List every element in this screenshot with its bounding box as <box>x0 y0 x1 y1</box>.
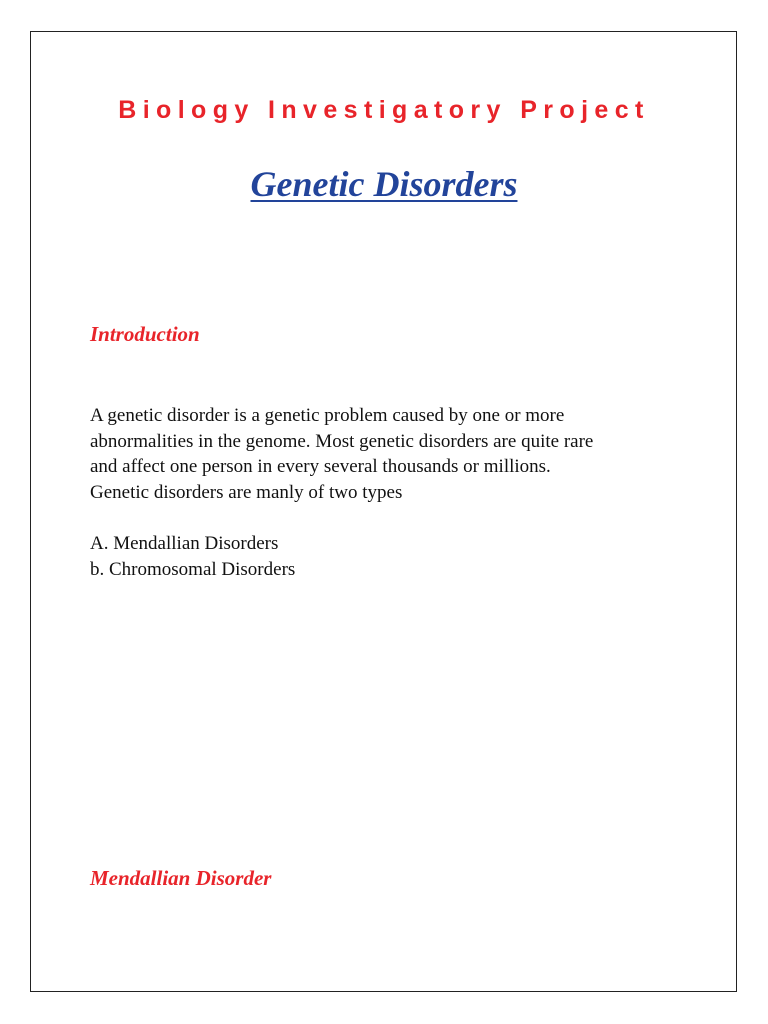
paragraph-line: abnormalities in the genome. Most genetic disorders are quite rare <box>90 430 594 452</box>
disorder-types-list <box>90 531 295 582</box>
mendallian-disorder-heading: Mendallian Disorder <box>90 866 272 890</box>
document-title-text: Genetic Disorders <box>250 164 518 204</box>
paragraph-line: A genetic disorder is a genetic problem caused by one or more <box>90 405 565 426</box>
list-item: A. Mendallian Disorders <box>90 533 279 554</box>
document-title <box>0 162 768 206</box>
introduction-heading: Introduction <box>90 322 200 346</box>
paragraph-line: Genetic disorders are manly of two types <box>90 481 403 503</box>
introduction-paragraph <box>90 403 710 505</box>
project-heading: Biology Investigatory Project <box>118 96 650 124</box>
list-item: b. Chromosomal Disorders <box>90 558 296 580</box>
paragraph-line: and affect one person in every several thousands or millions. <box>90 456 551 477</box>
